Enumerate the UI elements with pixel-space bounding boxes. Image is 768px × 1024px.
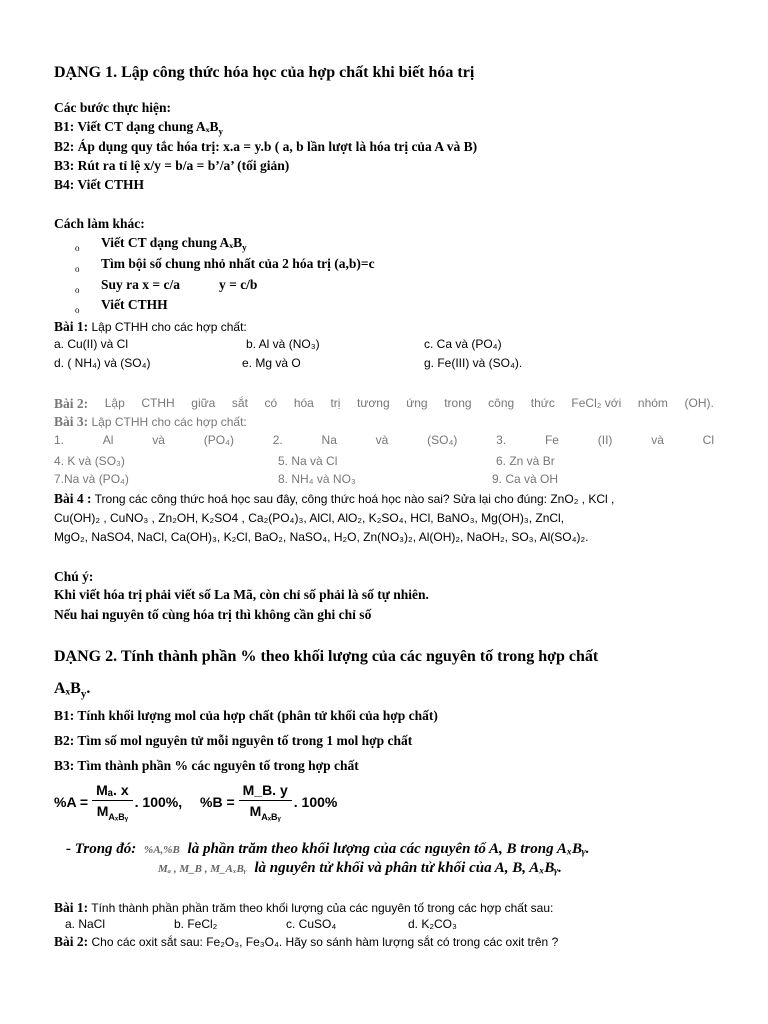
where-prefix: - Trong đó:: [66, 841, 137, 857]
d2-exercise-1-text: Tính thành phần phần trăm theo khối lượng của các nguyên tố trong các hợp chất sau:: [88, 901, 554, 915]
formula-denominator-a-sub: AₓBᵧ: [108, 811, 128, 822]
exercise-3-word: Al: [102, 433, 114, 447]
d2-exercise-1-item-a: a. NaCl: [65, 917, 106, 931]
alt-step-2: Tìm bội số chung nhỏ nhất của 2 hóa trị (a,b)=c: [101, 256, 375, 271]
dang2-step-b2: B2: Tìm số mol nguyên tử mỗi nguyên tố trong 1 mol hợp chất: [54, 733, 413, 748]
alt-step-3b: y = c/b: [219, 277, 258, 292]
exercise-3-row-1: [54, 433, 714, 447]
exercise-3-word: 3.: [496, 433, 507, 447]
exercise-3-word: Na: [321, 433, 337, 447]
exercise-3-label: Bài 3:: [54, 414, 89, 429]
exercise-3-word: 2.: [272, 433, 283, 447]
percent-formula: [54, 782, 337, 822]
formula-denominator-b-sub: AₓBᵧ: [261, 811, 281, 822]
exercise-2-word: giữa: [191, 396, 216, 410]
exercise-2-word: công: [488, 396, 515, 410]
note-title: Chú ý:: [54, 569, 94, 584]
exercise-3-word: 1.: [54, 433, 65, 447]
d2-exercise-1-item-b: b. FeCl₂: [174, 917, 218, 931]
where-symbol-1: %A,%B: [144, 844, 180, 856]
exercise-1-item-a: a. Cu(II) và Cl: [54, 337, 129, 351]
dang2-step-b1: B1: Tính khối lượng mol của hợp chất (phân tử khối của hợp chất): [54, 708, 438, 723]
bullet-icon: o: [75, 264, 80, 274]
formula-lhs-a: %A =: [54, 793, 89, 810]
exercise-3-item-4: 4. K và (SO₃): [54, 454, 125, 468]
step-b1: [54, 119, 223, 137]
alt-step-4: Viết CTHH: [101, 297, 168, 312]
dang2-step-b3: B3: Tìm thành phần % các nguyên tố trong hợp chất: [54, 758, 359, 773]
exercise-4-line-2: Cu(OH)₂ , CuNO₃ , Zn₂OH, K₂SO4 , Ca₂(PO₄)₃, AlCl, AlO₂, K₂SO₄, HCl, BaNO₃, Mg(OH)₃, ZnCl,: [54, 511, 565, 525]
exercise-3-word: và: [651, 433, 664, 447]
bullet-icon: o: [75, 305, 80, 315]
d2-exercise-1: [54, 900, 553, 916]
exercise-3-word: Fe: [544, 433, 559, 447]
exercise-2-word: có: [264, 396, 278, 410]
exercise-1-item-d: d. ( NH₄) và (SO₄): [54, 356, 151, 370]
d2-exercise-2-text: Cho các oxit sắt sau: Fe₂O₃, Fe₃O₄. Hãy so sánh hàm lượng sắt có trong các oxit trên ?: [88, 935, 559, 949]
exercise-3-item-6: 6. Zn và Br: [496, 454, 555, 468]
exercise-3-item-5: 5. Na và Cl: [278, 454, 338, 468]
exercise-2-label: Bài 2:: [54, 396, 89, 411]
exercise-3-text: Lập CTHH cho các hợp chất:: [88, 415, 247, 429]
exercise-1-item-g: g. Fe(III) và (SO₄).: [424, 356, 523, 370]
exercise-2-word: CTHH: [141, 396, 175, 410]
d2-exercise-1-item-c: c. CuSO₄: [286, 917, 337, 931]
exercise-2-word: hóa: [293, 396, 314, 410]
formula-fraction-a: [92, 782, 133, 822]
alt-step-1-sub: y: [242, 242, 247, 253]
formula-numerator-a: Mₐ. x: [92, 782, 133, 801]
exercise-3-word: và: [152, 433, 165, 447]
exercise-2-word: trong: [444, 396, 472, 410]
exercise-1-label: Bài 1:: [54, 319, 89, 334]
bullet-icon: o: [75, 243, 80, 253]
dang2-title-formula-end: .: [86, 680, 91, 697]
where-line-2: [158, 860, 562, 877]
exercise-2-word: thức: [530, 396, 555, 410]
formula-tail-b: . 100%: [293, 793, 338, 810]
formula-denominator-b-text: M: [249, 803, 262, 819]
formula-tail-a: . 100%,: [134, 793, 183, 810]
exercise-2-word: ứng: [406, 396, 428, 410]
where-line-1: [66, 841, 589, 858]
dang2-title-formula-sub: y: [80, 688, 87, 701]
exercise-2-word: Lập: [104, 396, 125, 410]
formula-numerator-b: M_B. y: [239, 782, 292, 801]
exercise-2: [54, 396, 714, 412]
exercise-2-word: nhóm: [637, 396, 668, 410]
exercise-2-word: trị: [330, 396, 341, 410]
exercise-3-word: Cl: [702, 433, 714, 447]
step-b4: B4: Viết CTHH: [54, 177, 144, 192]
exercise-3: [54, 414, 247, 430]
where-symbol-2: Mₐ , M_B , M_AₓBᵧ: [158, 863, 247, 875]
exercise-3-word: (II): [597, 433, 613, 447]
alt-step-1-text: Viết CT dạng chung AₓB: [101, 235, 243, 250]
step-b1-text: B1: Viết CT dạng chung AₓB: [54, 119, 219, 134]
step-b1-sub: y: [218, 126, 224, 137]
where-text-2: là nguyên tử khối và phân tử khối của A, B, AₓBᵧ.: [254, 860, 562, 876]
note-line-2: Nếu hai nguyên tố cùng hóa trị thì không cần ghi chỉ số: [54, 607, 372, 622]
exercise-2-word: sắt: [231, 396, 248, 410]
formula-denominator-b: [246, 801, 285, 822]
where-text-1: là phần trăm theo khối lượng của các nguyên tố A, B trong AₓBᵧ.: [187, 841, 590, 857]
exercise-2-word: (OH).: [684, 396, 714, 410]
exercise-3-item-9: 9. Ca và OH: [492, 472, 559, 486]
alt-step-3a: Suy ra x = c/a: [101, 277, 180, 292]
exercise-2-word: tương: [357, 396, 390, 410]
d2-exercise-2-label: Bài 2:: [54, 934, 89, 949]
bullet-icon: o: [75, 285, 80, 295]
dang1-title: DẠNG 1. Lập công thức hóa học của hợp chất khi biết hóa trị: [54, 64, 475, 81]
alt-heading: Cách làm khác:: [54, 216, 145, 231]
d2-exercise-1-label: Bài 1:: [54, 900, 89, 915]
steps-heading: Các bước thực hiện:: [54, 100, 172, 115]
exercise-1-item-c: c. Ca và (PO₄): [424, 337, 502, 351]
exercise-3-item-8: 8. NH₄ và NO₃: [278, 472, 356, 486]
exercise-3-word: (PO₄): [203, 433, 234, 447]
alt-step-1: [101, 235, 247, 253]
exercise-1-item-e: e. Mg và O: [242, 356, 301, 370]
d2-exercise-1-item-d: d. K₂CO₃: [408, 917, 457, 931]
exercise-2-word: FeCl₂ với: [571, 396, 622, 410]
exercise-3-word: và: [375, 433, 389, 447]
exercise-3-word: (SO₄): [427, 433, 458, 447]
exercise-4-label: Bài 4 :: [54, 491, 92, 506]
exercise-1-item-b: b. Al và (NO₃): [246, 337, 320, 351]
formula-denominator-a-text: M: [96, 803, 109, 819]
formula-lhs-b: %B =: [200, 793, 235, 810]
exercise-3-item-7: 7.Na và (PO₄): [54, 472, 129, 486]
exercise-4-line-3: MgO₂, NaSO4, NaCl, Ca(OH)₃, K₂Cl, BaO₂, NaSO₄, H₂O, Zn(NO₃)₂, Al(OH)₂, NaOH₂, SO₃, Al(SO₄)₂.: [54, 530, 589, 544]
step-b3: B3: Rút ra tỉ lệ x/y = b/a = b’/a’ (tối giản): [54, 158, 290, 173]
formula-fraction-b: [239, 782, 292, 822]
formula-denominator-a: [93, 801, 132, 822]
exercise-4-line-1: Trong các công thức hoá học sau đây, công thức hoá học nào sai? Sửa lại cho đúng: ZnO₂ , KCl ,: [91, 492, 615, 506]
note-line-1: Khi viết hóa trị phải viết số La Mã, còn chỉ số phải là số tự nhiên.: [54, 587, 429, 602]
dang2-title-formula: [54, 680, 90, 700]
exercise-1: [54, 319, 247, 335]
dang2-title: DẠNG 2. Tính thành phần % theo khối lượng của các nguyên tố trong hợp chất: [54, 648, 599, 665]
exercise-1-text: Lập CTHH cho các hợp chất:: [88, 320, 247, 334]
dang2-title-formula-text: AₓB: [54, 680, 81, 697]
step-b2: B2: Áp dụng quy tắc hóa trị: x.a = y.b ( a, b lần lượt là hóa trị của A và B): [54, 139, 478, 154]
d2-exercise-2: [54, 934, 558, 950]
exercise-4: [54, 491, 614, 507]
